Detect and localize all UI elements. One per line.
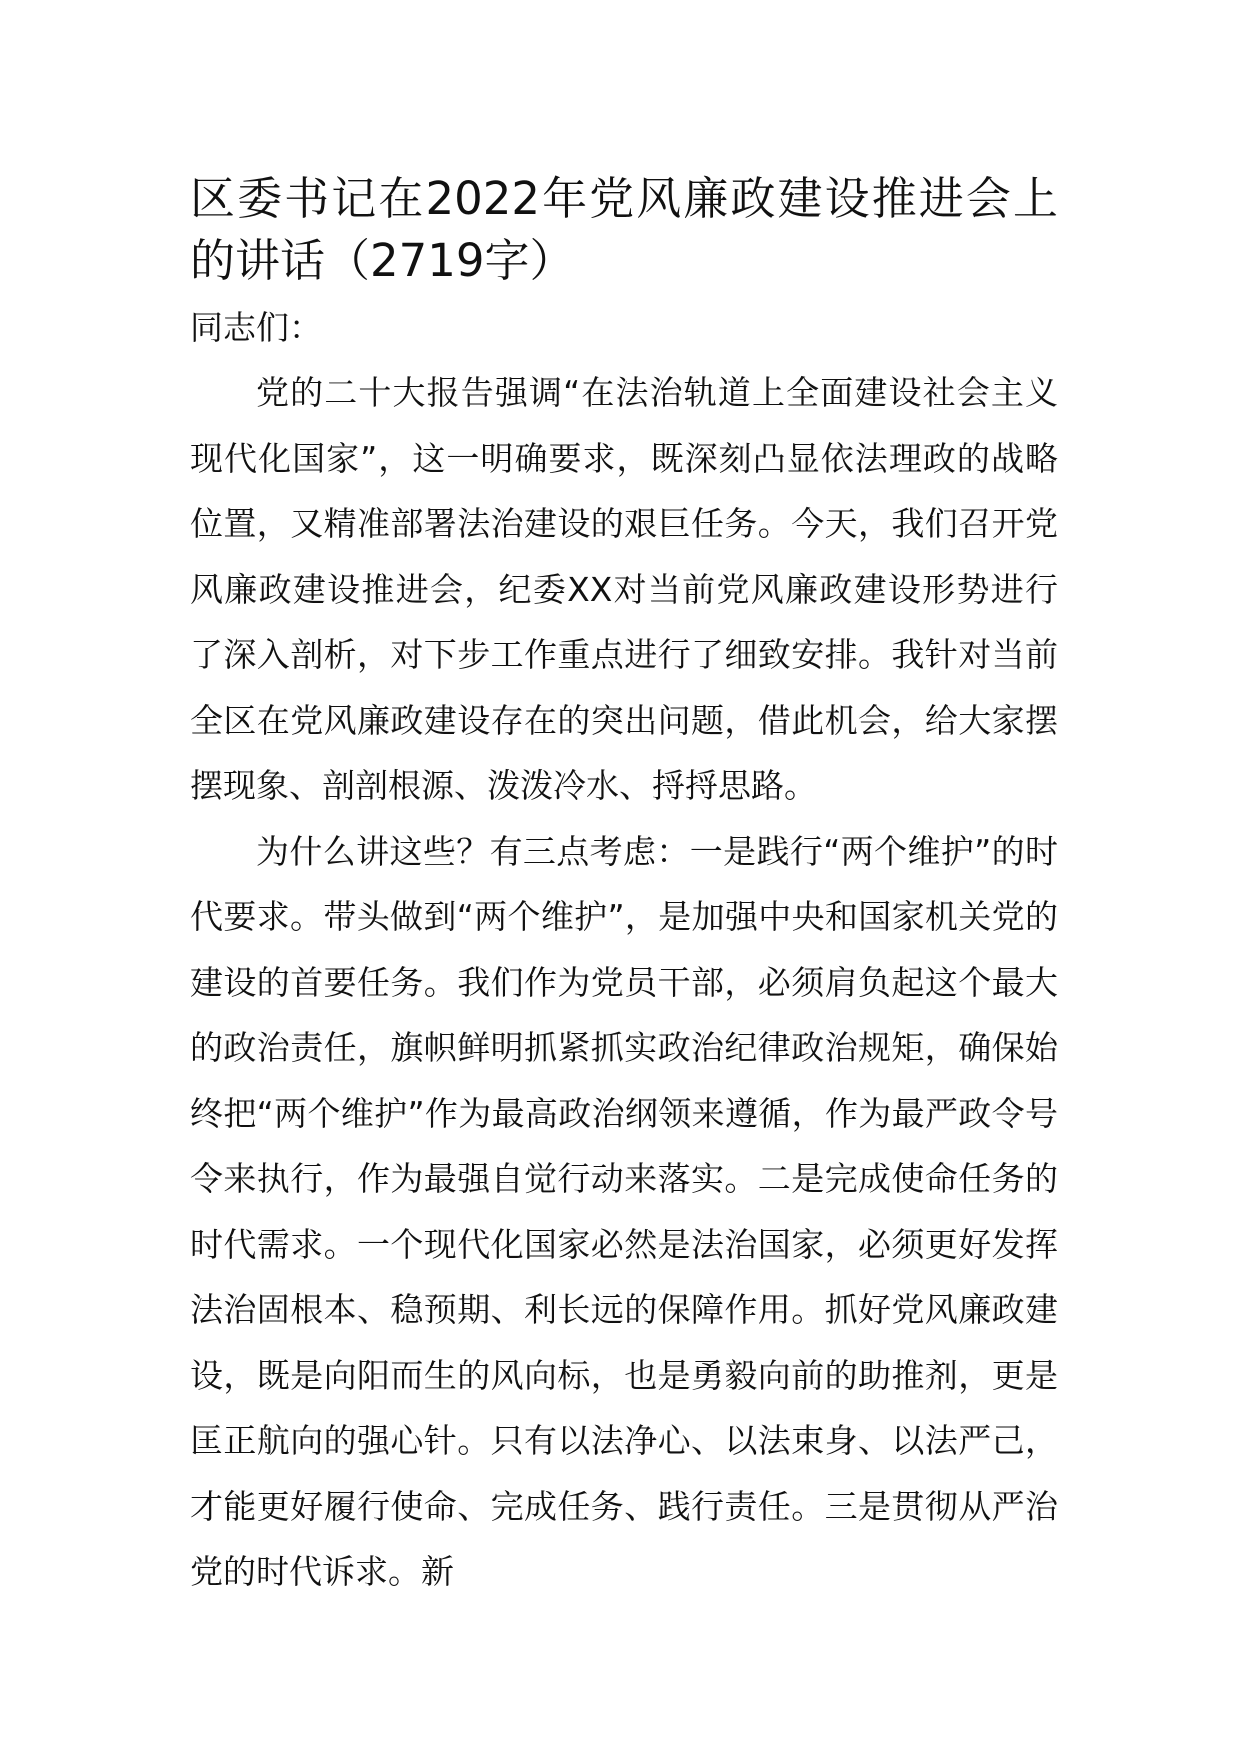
paragraph-2: 为什么讲这些？有三点考虑：一是践行“两个维护”的时代要求。带头做到“两个维护”，是加强中央和国家机关党的建设的首要任务。我们作为党员干部，必须肩负起这个最大的政治责任，旗帜鲜明抓紧抓实政治纪律政治规矩，确保始终把“两个维护”作为最高政治纲领来遵循，作为最严政令号令来执行，作为最强自觉行动来落实。二是完成使命任务的时代需求。一个现代化国家必然是法治国家，必须更好发挥法治固根本、稳预期、利长远的保障作用。抓好党风廉政建设，既是向阳而生的风向标，也是勇毅向前的助推剂，更是匡正航向的强心针。只有以法净心、以法束身、以法严己，才能更好履行使命、完成任务、践行责任。三是贯彻从严治党的时代诉求。新 [190, 831, 1058, 1591]
salutation: 同志们： [190, 308, 322, 347]
document-body [190, 168, 1058, 1605]
document-title: 区委书记在2022年党风廉政建设推进会上的讲话（2719字） [190, 172, 1058, 287]
paragraph-1: 党的二十大报告强调“在法治轨道上全面建设社会主义现代化国家”，这一明确要求，既深刻凸显依法理政的战略位置，又精准部署法治建设的艰巨任务。今天，我们召开党风廉政建设推进会，纪委XX对当前党风廉政建设形势进行了深入剖析，对下步工作重点进行了细致安排。我针对当前全区在党风廉政建设存在的突出问题，借此机会，给大家摆摆现象、剖剖根源、泼泼冷水、捋捋思路。 [190, 373, 1058, 805]
